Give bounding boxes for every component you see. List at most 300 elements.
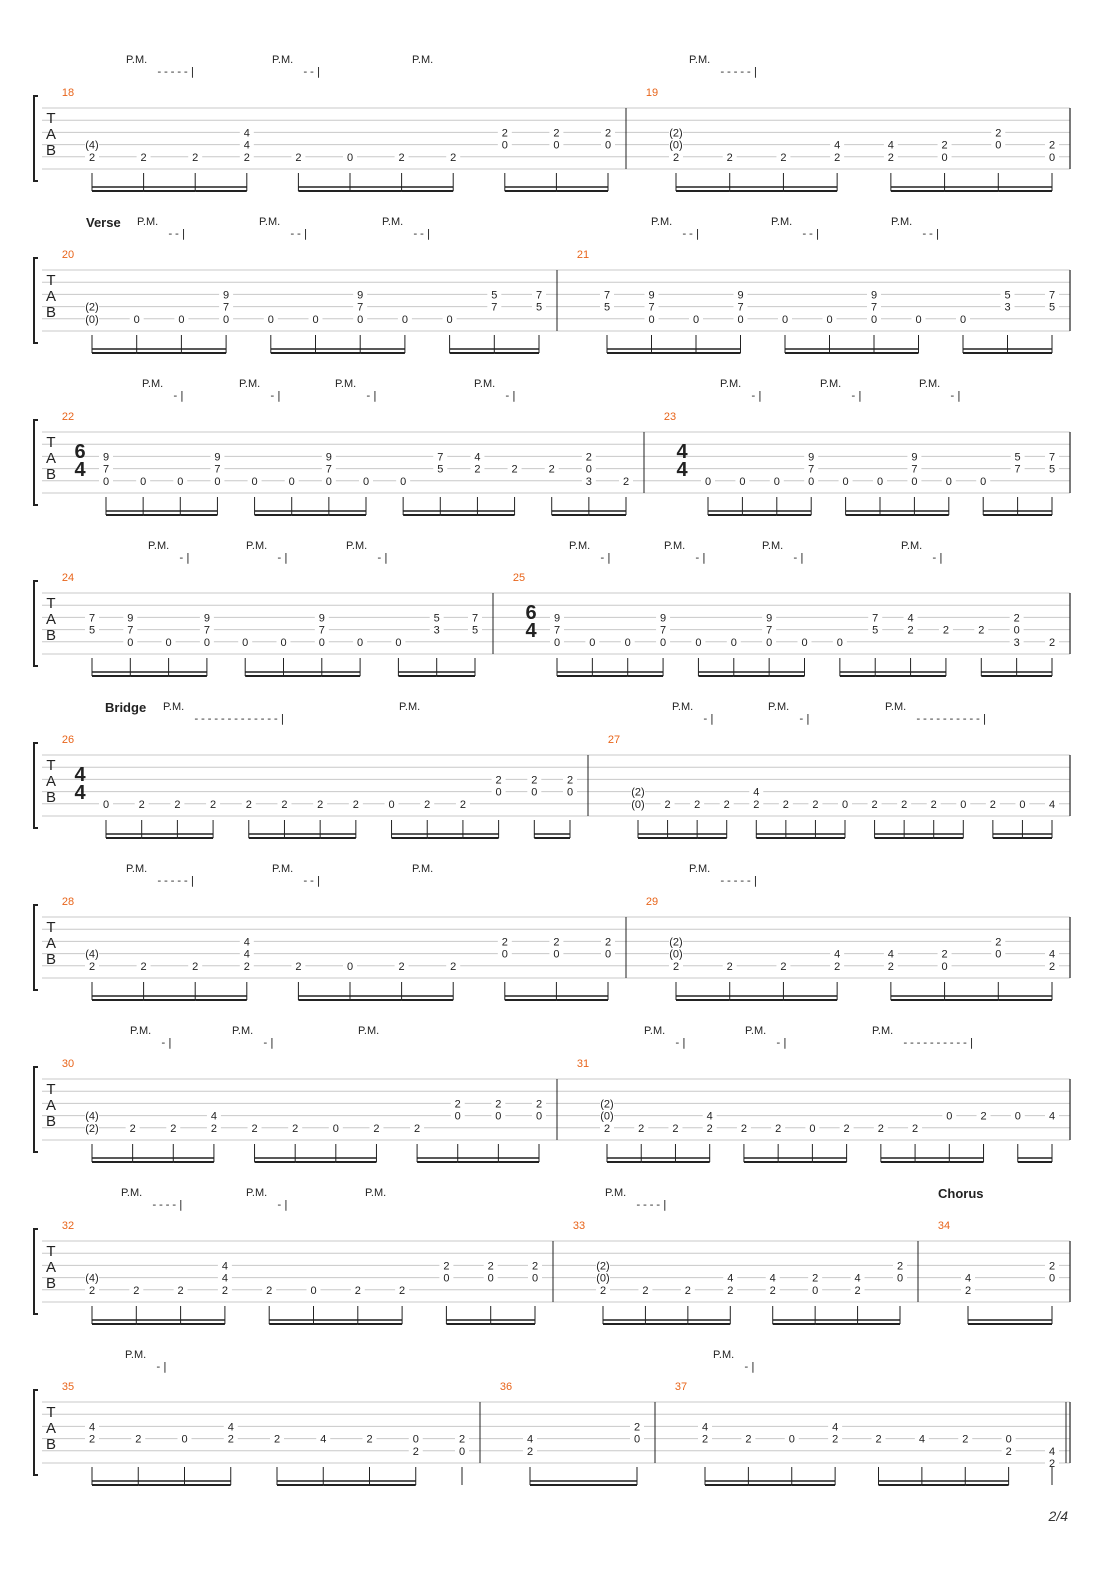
palm-mute-label: P.M. — [771, 216, 793, 228]
fret-number: 2 — [495, 774, 502, 787]
time-signature-bottom: 4 — [74, 782, 86, 804]
fret-number: 0 — [841, 798, 849, 811]
fret-number: 2 — [174, 798, 181, 811]
tab-clef-letter: A — [45, 288, 57, 305]
fret-number: 2 — [227, 1433, 234, 1446]
palm-mute-extension: -----| — [156, 65, 196, 78]
fret-number: 4 — [243, 127, 250, 140]
palm-mute-extension: -| — [276, 1198, 290, 1211]
fret-number: 5 — [1048, 463, 1056, 476]
fret-number: 2 — [210, 1122, 217, 1135]
fret-number: 2 — [501, 127, 508, 140]
tab-clef-letter: T — [46, 272, 56, 289]
fret-number: 2 — [964, 1284, 972, 1297]
palm-mute-label: P.M. — [142, 378, 164, 390]
staff-system — [34, 1229, 1070, 1324]
measure-number: 37 — [674, 1381, 688, 1393]
fret-number: 2 — [221, 1284, 228, 1297]
fret-number: 2 — [603, 1122, 611, 1135]
palm-mute-extension: --| — [801, 227, 821, 240]
fret-number: 2 — [553, 127, 560, 140]
palm-mute-extension: -| — [269, 389, 283, 402]
measure-number: 22 — [61, 411, 75, 423]
fret-number: 0 — [553, 948, 560, 961]
fret-number: 2 — [694, 798, 701, 811]
palm-mute-extension: --| — [412, 227, 432, 240]
time-signature-bottom: 4 — [74, 459, 86, 481]
fret-number: 0 — [566, 786, 574, 799]
fret-number: 0 — [165, 636, 172, 649]
fret-number: 9 — [357, 289, 364, 302]
palm-mute-extension: -| — [702, 712, 716, 725]
fret-number: 0 — [357, 636, 364, 649]
measure-number: 19 — [645, 87, 659, 99]
fret-number: 9 — [660, 612, 667, 625]
fret-number: 0 — [604, 139, 612, 152]
fret-number: 4 — [243, 936, 250, 949]
section-label: Bridge — [105, 700, 147, 715]
palm-mute-extension: -| — [504, 389, 518, 402]
fret-number: 2 — [642, 1284, 649, 1297]
fret-number: 9 — [870, 289, 878, 302]
fret-number: 2 — [633, 1421, 641, 1434]
fret-number: 0 — [836, 636, 843, 649]
palm-mute-label: P.M. — [672, 701, 694, 713]
fret-number: 2 — [1048, 1458, 1056, 1470]
fret-number: 4 — [88, 1421, 96, 1434]
palm-mute-extension: -| — [172, 389, 186, 402]
fret-number: (2) — [85, 301, 99, 314]
fret-number: 0 — [312, 313, 319, 326]
fret-number: 2 — [177, 1284, 184, 1297]
fret-number: 4 — [753, 786, 760, 799]
palm-mute-label: P.M. — [412, 863, 434, 875]
fret-number: 4 — [907, 612, 914, 625]
fret-number: 2 — [604, 936, 612, 949]
palm-mute-extension: -| — [365, 389, 379, 402]
fret-number: 2 — [812, 798, 819, 811]
fret-number: 7 — [872, 612, 879, 625]
palm-mute-label: P.M. — [148, 540, 170, 552]
palm-mute-extension: -| — [743, 1360, 757, 1373]
fret-number: 0 — [730, 636, 737, 649]
fret-number: 7 — [437, 451, 444, 464]
fret-number: 2 — [414, 1122, 421, 1135]
palm-mute-label: P.M. — [163, 701, 185, 713]
fret-number: (0) — [600, 1110, 614, 1123]
tab-clef-letter: A — [45, 773, 57, 790]
fret-number: 2 — [1048, 139, 1056, 152]
fret-number: 0 — [960, 798, 967, 811]
fret-number: 4 — [918, 1433, 925, 1446]
fret-number: 7 — [535, 289, 543, 302]
fret-number: 2 — [366, 1433, 373, 1446]
fret-number: 0 — [133, 313, 140, 326]
fret-number: (2) — [600, 1098, 614, 1111]
fret-number: 2 — [941, 948, 948, 961]
tab-clef-letter: T — [46, 1243, 56, 1260]
palm-mute-extension: -| — [160, 1036, 174, 1049]
fret-number: 2 — [740, 1122, 747, 1135]
fret-number: 0 — [332, 1122, 339, 1135]
fret-number: 2 — [192, 960, 199, 973]
measure-number: 18 — [61, 87, 75, 99]
fret-number: 2 — [995, 936, 1002, 949]
fret-number: 0 — [911, 475, 918, 488]
fret-number: 0 — [346, 960, 354, 973]
fret-number: 0 — [941, 151, 948, 164]
fret-number: 0 — [446, 313, 453, 326]
fret-number: 2 — [138, 798, 145, 811]
time-signature-top: 4 — [74, 764, 86, 786]
tab-clef-letter: T — [46, 1404, 56, 1421]
fret-number: 0 — [346, 151, 354, 164]
fret-number: 0 — [737, 313, 744, 326]
fret-number: 2 — [1048, 636, 1056, 649]
page-number: 2/4 — [1048, 1508, 1068, 1524]
palm-mute-label: P.M. — [820, 378, 842, 390]
palm-mute-label: P.M. — [272, 863, 294, 875]
fret-number: 0 — [624, 636, 631, 649]
fret-number: 2 — [245, 798, 252, 811]
fret-number: 2 — [495, 1098, 502, 1111]
palm-mute-extension: --| — [921, 227, 941, 240]
fret-number: 2 — [832, 1433, 839, 1446]
fret-number: 0 — [633, 1433, 641, 1446]
fret-number: 2 — [706, 1122, 713, 1135]
fret-number: 2 — [273, 1433, 281, 1446]
fret-number: 0 — [223, 313, 230, 326]
fret-number: 2 — [243, 960, 250, 973]
fret-number: 3 — [1013, 636, 1020, 649]
fret-number: 2 — [875, 1433, 882, 1446]
fret-number: 0 — [553, 636, 561, 649]
tab-clef-letter: A — [45, 1097, 57, 1114]
palm-mute-label: P.M. — [399, 701, 421, 713]
fret-number: 0 — [980, 475, 987, 488]
fret-number: 7 — [471, 612, 479, 625]
staff-system — [34, 1067, 1070, 1162]
palm-mute-extension: -------------| — [193, 712, 286, 725]
measure-number: 26 — [61, 734, 75, 746]
palm-mute-label: P.M. — [885, 701, 907, 713]
fret-number: 0 — [553, 139, 560, 152]
fret-number: 4 — [1048, 798, 1056, 811]
fret-number: 0 — [1014, 1110, 1021, 1123]
palm-mute-extension: -| — [850, 389, 864, 402]
fret-number: 2 — [871, 798, 878, 811]
fret-number: 9 — [127, 612, 134, 625]
fret-number: 2 — [843, 1122, 850, 1135]
fret-number: 0 — [251, 475, 258, 488]
fret-number: 2 — [1005, 1445, 1012, 1458]
fret-number: 7 — [1048, 451, 1056, 464]
fret-number: 0 — [401, 313, 408, 326]
palm-mute-label: P.M. — [605, 1187, 627, 1199]
palm-mute-extension: -| — [178, 551, 192, 564]
tab-clef-letter: A — [45, 1420, 57, 1437]
fret-number: 0 — [127, 636, 134, 649]
measure-number: 35 — [61, 1381, 75, 1393]
fret-number: 2 — [701, 1433, 709, 1446]
tab-clef-letter: T — [46, 595, 56, 612]
fret-number: 4 — [320, 1433, 327, 1446]
fret-number: 2 — [526, 1445, 534, 1458]
palm-mute-label: P.M. — [412, 54, 434, 66]
fret-number: 4 — [887, 948, 894, 961]
fret-number: 2 — [585, 451, 592, 464]
palm-mute-label: P.M. — [664, 540, 686, 552]
fret-number: 0 — [870, 313, 878, 326]
fret-number: 0 — [915, 313, 922, 326]
measure-number: 21 — [576, 249, 590, 261]
palm-mute-label: P.M. — [130, 1025, 152, 1037]
palm-mute-label: P.M. — [474, 378, 496, 390]
fret-number: 2 — [604, 127, 612, 140]
tab-clef-letter: A — [45, 611, 57, 628]
tab-clef-letter: B — [45, 627, 57, 644]
fret-number: 2 — [88, 151, 96, 164]
time-signature-top: 4 — [676, 441, 688, 463]
fret-number: 7 — [648, 301, 655, 314]
fret-number: 0 — [585, 463, 592, 476]
fret-number: 0 — [1048, 1272, 1056, 1285]
tab-clef-letter: T — [46, 1081, 56, 1098]
fret-number: 2 — [450, 151, 457, 164]
fret-number: 0 — [318, 636, 325, 649]
tab-clef-letter: B — [45, 466, 57, 483]
fret-number: 9 — [737, 289, 744, 302]
time-signature-bottom: 4 — [525, 620, 537, 642]
fret-number: 4 — [832, 1421, 839, 1434]
fret-number: 9 — [808, 451, 815, 464]
fret-number: 4 — [221, 1260, 228, 1273]
fret-number: 0 — [412, 1433, 419, 1446]
fret-number: 5 — [603, 301, 611, 314]
fret-number: 2 — [672, 1122, 679, 1135]
palm-mute-extension: -| — [949, 389, 963, 402]
palm-mute-extension: -| — [262, 1036, 276, 1049]
fret-number: 0 — [788, 1433, 795, 1446]
fret-number: 0 — [203, 636, 210, 649]
fret-number: 7 — [660, 624, 667, 637]
palm-mute-extension: -| — [775, 1036, 789, 1049]
fret-number: 2 — [887, 960, 894, 973]
fret-number: 0 — [1048, 151, 1056, 164]
fret-number: 2 — [834, 960, 841, 973]
fret-number: 0 — [945, 475, 952, 488]
staff-system — [34, 905, 1070, 1000]
staff-system — [34, 96, 1070, 191]
fret-number: 0 — [896, 1272, 904, 1285]
fret-number: 2 — [487, 1260, 494, 1273]
time-signature-top: 6 — [74, 441, 86, 463]
fret-number: 9 — [911, 451, 918, 464]
fret-number: 0 — [826, 313, 833, 326]
tab-clef-letter: B — [45, 789, 57, 806]
fret-number: (2) — [596, 1260, 610, 1273]
fret-number: 2 — [896, 1260, 904, 1273]
fret-number: 0 — [531, 1272, 539, 1285]
fret-number: 0 — [695, 636, 702, 649]
fret-number: 2 — [1048, 1260, 1056, 1273]
fret-number: 2 — [622, 475, 630, 488]
system-bracket — [34, 258, 38, 343]
palm-mute-label: P.M. — [745, 1025, 767, 1037]
palm-mute-label: P.M. — [891, 216, 913, 228]
fret-number: 2 — [930, 798, 937, 811]
fret-number: 2 — [672, 151, 680, 164]
fret-number: 7 — [1048, 289, 1056, 302]
palm-mute-extension: -| — [750, 389, 764, 402]
fret-number: 0 — [604, 948, 612, 961]
palm-mute-extension: --| — [167, 227, 187, 240]
fret-number: 0 — [178, 313, 185, 326]
fret-number: 5 — [1048, 301, 1056, 314]
palm-mute-extension: --| — [681, 227, 701, 240]
fret-number: 7 — [203, 624, 210, 637]
measure-number: 33 — [572, 1220, 586, 1232]
fret-number: 2 — [88, 960, 96, 973]
tab-clef-letter: A — [45, 935, 57, 952]
fret-number: 7 — [214, 463, 221, 476]
palm-mute-label: P.M. — [358, 1025, 380, 1037]
fret-number: 0 — [739, 475, 746, 488]
fret-number: 9 — [214, 451, 221, 464]
fret-number: 7 — [223, 301, 230, 314]
fret-number: 4 — [474, 451, 481, 464]
fret-number: 4 — [706, 1110, 713, 1123]
tab-clef-letter: T — [46, 434, 56, 451]
fret-number: 4 — [834, 948, 841, 961]
palm-mute-extension: ----------| — [902, 1036, 975, 1049]
fret-number: 5 — [1014, 451, 1021, 464]
palm-mute-extension: -| — [376, 551, 390, 564]
fret-number: 7 — [911, 463, 918, 476]
fret-number: 7 — [1014, 463, 1021, 476]
fret-number: 7 — [553, 624, 561, 637]
fret-number: 2 — [133, 1284, 140, 1297]
fret-number: 0 — [589, 636, 596, 649]
palm-mute-extension: -| — [276, 551, 290, 564]
fret-number: 0 — [773, 475, 780, 488]
palm-mute-extension: -----| — [719, 874, 759, 887]
fret-number: 2 — [753, 798, 760, 811]
staff-system — [34, 743, 1070, 838]
fret-number: 5 — [433, 612, 440, 625]
fret-number: 4 — [701, 1421, 709, 1434]
fret-number: 7 — [737, 301, 744, 314]
fret-number: 0 — [454, 1110, 461, 1123]
palm-mute-label: P.M. — [121, 1187, 143, 1199]
fret-number: 2 — [775, 1122, 782, 1135]
tab-clef-letter: T — [46, 919, 56, 936]
system-bracket — [34, 1390, 38, 1475]
fret-number: 7 — [870, 301, 878, 314]
measure-number: 30 — [61, 1058, 75, 1070]
fret-number: 7 — [808, 463, 815, 476]
palm-mute-label: P.M. — [762, 540, 784, 552]
tab-clef-letter: B — [45, 142, 57, 159]
fret-number: 2 — [599, 1284, 607, 1297]
palm-mute-label: P.M. — [272, 54, 294, 66]
fret-number: 2 — [912, 1122, 919, 1135]
palm-mute-label: P.M. — [651, 216, 673, 228]
fret-number: 0 — [812, 1284, 819, 1297]
fret-number: 2 — [854, 1284, 861, 1297]
fret-number: 2 — [192, 151, 199, 164]
palm-mute-label: P.M. — [259, 216, 281, 228]
fret-number: 2 — [450, 960, 457, 973]
fret-number: 0 — [495, 786, 502, 799]
fret-number: 2 — [782, 798, 789, 811]
palm-mute-label: P.M. — [382, 216, 404, 228]
fret-number: 2 — [501, 936, 508, 949]
fret-number: 9 — [318, 612, 325, 625]
fret-number: 2 — [566, 774, 574, 787]
fret-number: 4 — [243, 948, 250, 961]
fret-number: 4 — [227, 1421, 234, 1434]
fret-number: 0 — [325, 475, 332, 488]
palm-mute-label: P.M. — [137, 216, 159, 228]
fret-number: 2 — [243, 151, 250, 164]
fret-number: 2 — [548, 463, 555, 476]
fret-number: 2 — [941, 139, 948, 152]
tab-clef-letter: T — [46, 110, 56, 127]
palm-mute-label: P.M. — [689, 863, 711, 875]
fret-number: 2 — [834, 151, 841, 164]
tab-clef-letter: B — [45, 1436, 57, 1453]
palm-mute-label: P.M. — [901, 540, 923, 552]
time-signature-bottom: 4 — [676, 459, 688, 481]
fret-number: 5 — [872, 624, 879, 637]
fret-number: 9 — [766, 612, 773, 625]
fret-number: 2 — [726, 960, 733, 973]
section-label: Verse — [86, 215, 121, 230]
fret-number: 9 — [325, 451, 332, 464]
fret-number: 5 — [437, 463, 444, 476]
fret-number: 0 — [388, 798, 395, 811]
measure-number: 36 — [499, 1381, 513, 1393]
measure-number: 23 — [663, 411, 677, 423]
palm-mute-label: P.M. — [232, 1025, 254, 1037]
fret-number: 2 — [978, 624, 985, 637]
fret-number: 9 — [223, 289, 230, 302]
fret-number: 2 — [398, 960, 405, 973]
fret-number: 2 — [1048, 960, 1056, 973]
fret-number: 0 — [501, 948, 508, 961]
fret-number: 4 — [854, 1272, 861, 1285]
fret-number: 2 — [170, 1122, 177, 1135]
measure-number: 28 — [61, 896, 75, 908]
fret-number: 9 — [102, 451, 110, 464]
fret-number: (4) — [85, 139, 99, 152]
fret-number: 7 — [357, 301, 364, 314]
fret-number: 2 — [454, 1098, 461, 1111]
fret-number: 2 — [295, 151, 302, 164]
staff-system — [34, 258, 1070, 353]
fret-number: 0 — [242, 636, 249, 649]
fret-number: 2 — [458, 1433, 466, 1446]
system-bracket — [34, 1067, 38, 1152]
measure-number: 20 — [61, 249, 75, 261]
fret-number: 4 — [727, 1272, 734, 1285]
fret-number: (0) — [85, 313, 99, 326]
fret-number: 2 — [672, 960, 680, 973]
fret-number: 2 — [398, 151, 405, 164]
fret-number: (2) — [669, 936, 683, 949]
fret-number: 3 — [585, 475, 592, 488]
